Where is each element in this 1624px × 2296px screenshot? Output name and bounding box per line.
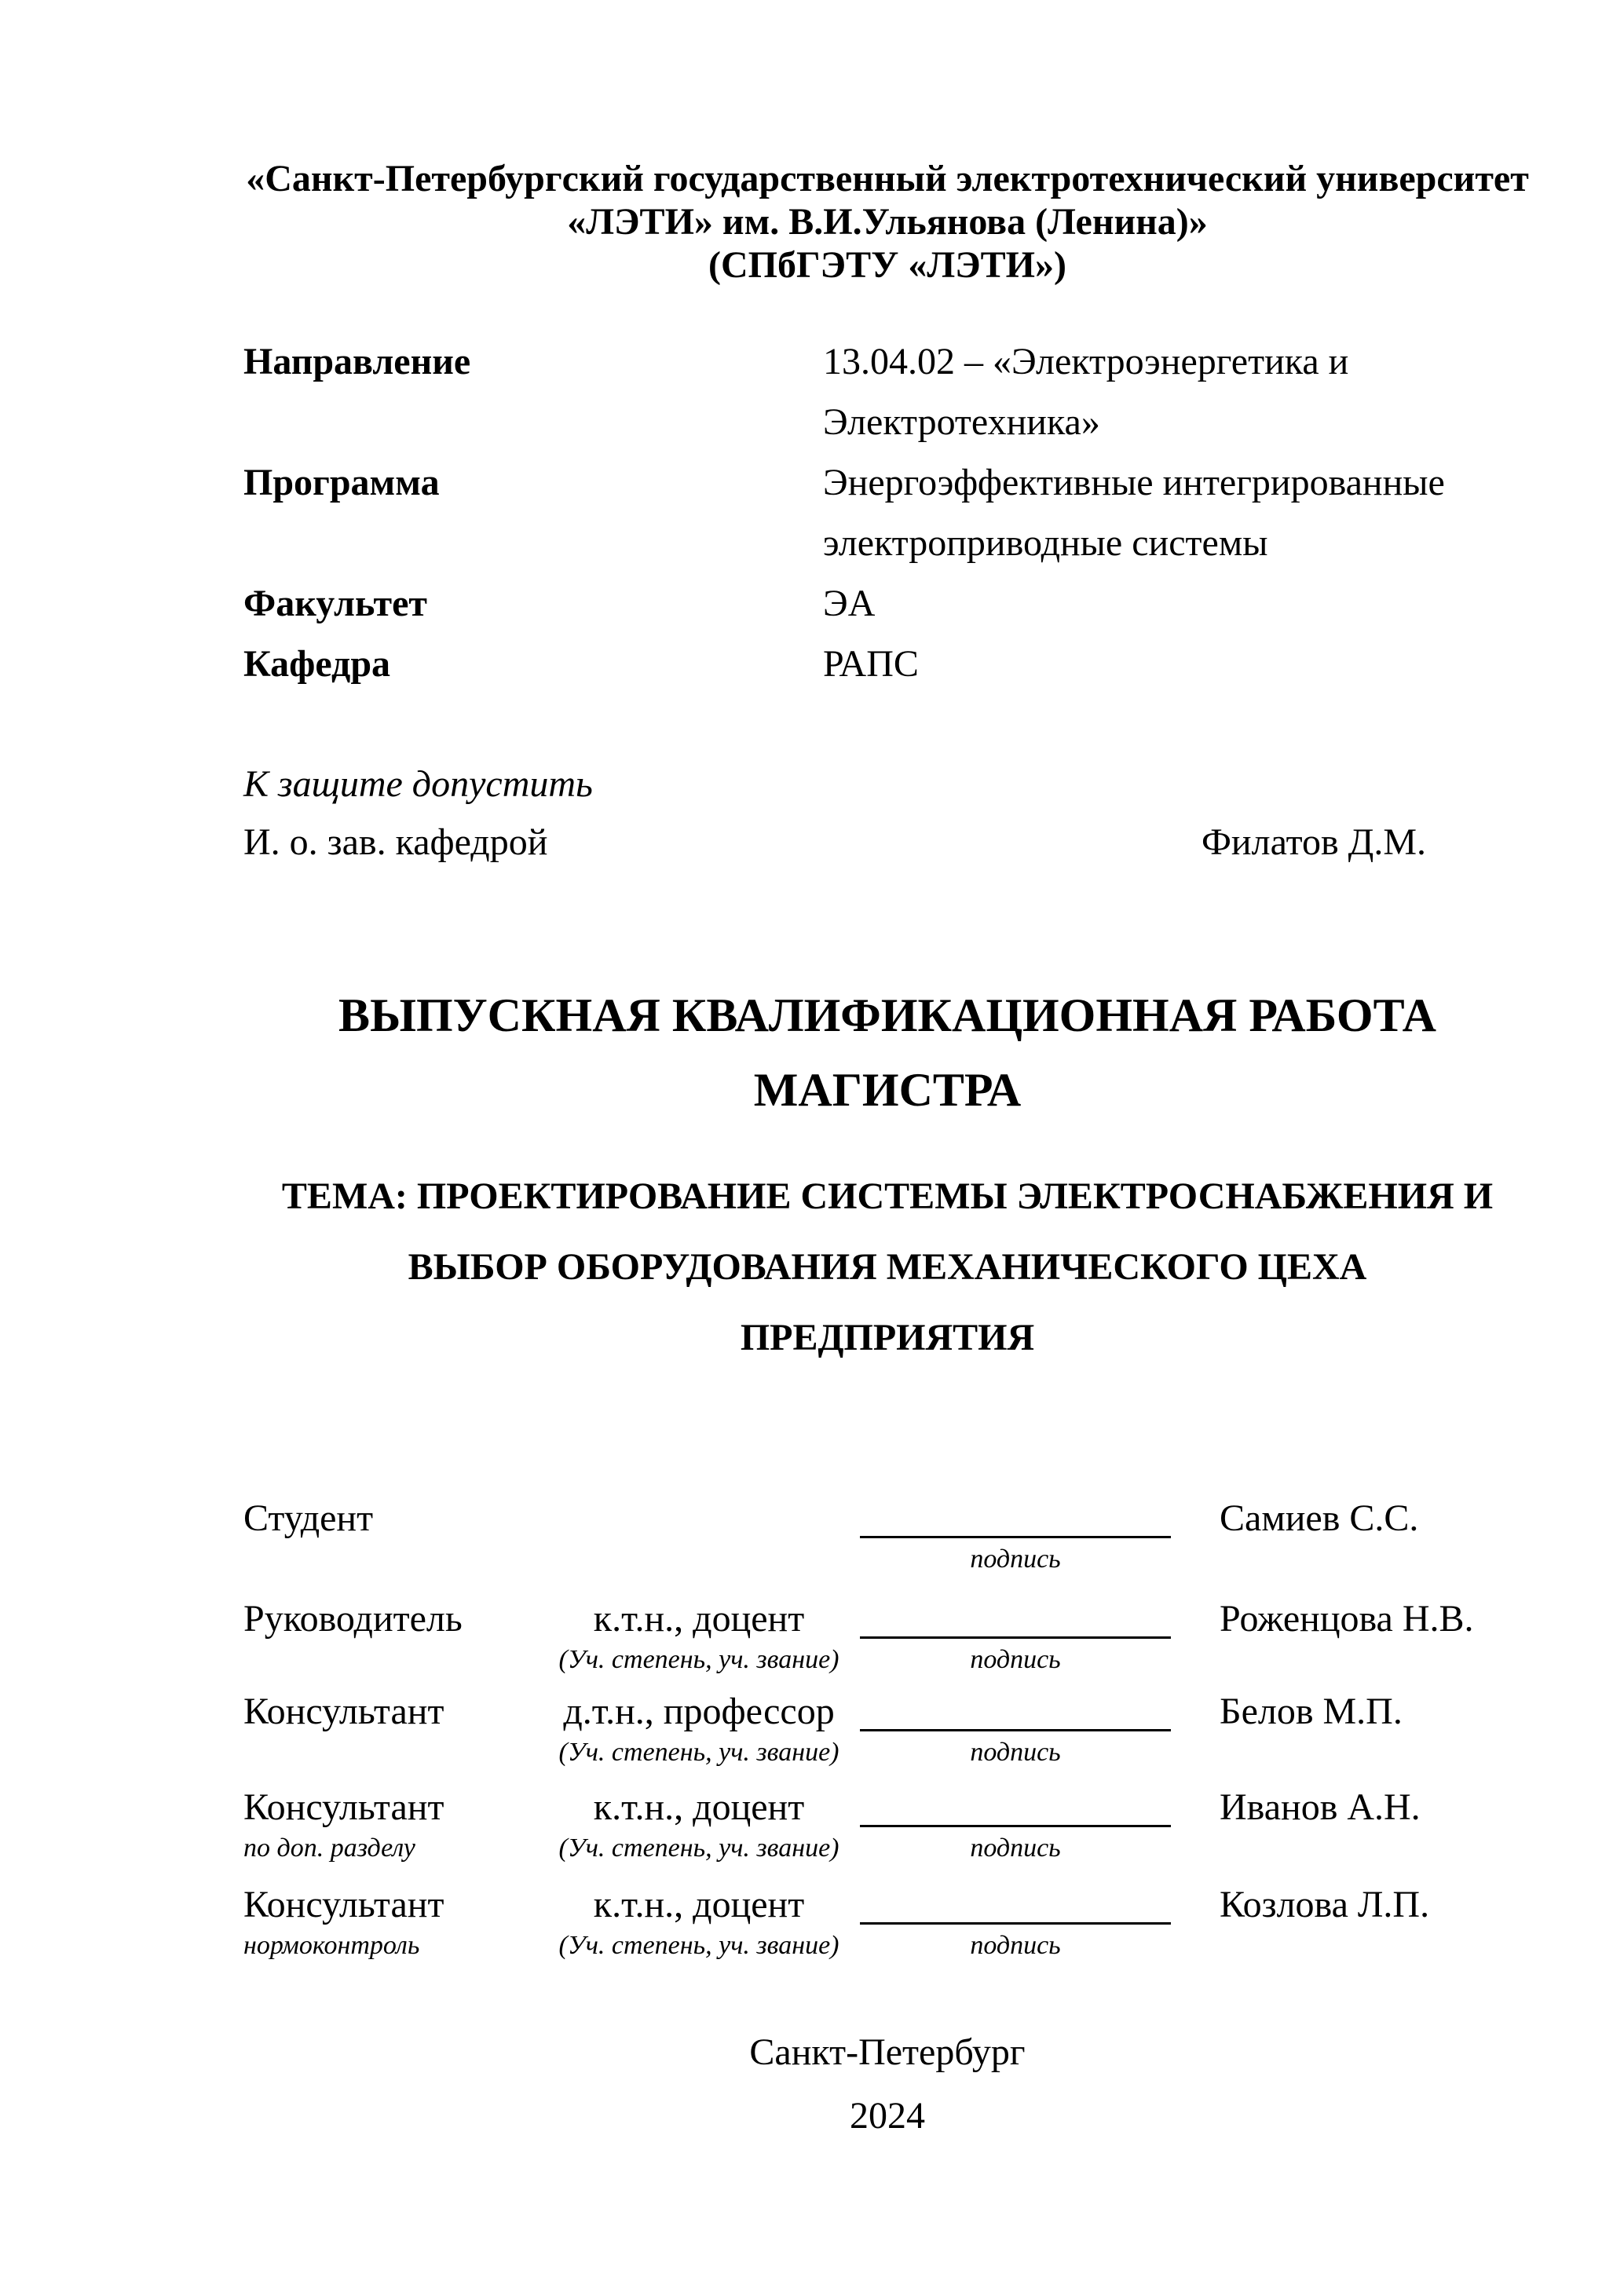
admission-line [243, 821, 1531, 864]
info-label-faculty: Факультет [243, 583, 427, 624]
signature-line [860, 1597, 1171, 1639]
info-value-direction-line1: 13.04.02 – «Электроэнергетика и [823, 341, 1349, 382]
footer-city: Санкт-Петербург [749, 2031, 1026, 2073]
info-value-direction-line2: Электротехника» [823, 401, 1100, 443]
thesis-theme-line2: ВЫБОР ОБОРУДОВАНИЯ МЕХАНИЧЕСКОГО ЦЕХА [408, 1246, 1367, 1288]
signature-degree: к.т.н., доцент [593, 1598, 805, 1640]
signature-role: Студент [243, 1497, 374, 1539]
signature-caption: подпись [970, 1645, 1061, 1674]
signature-degree-caption: (Уч. степень, уч. звание) [558, 1834, 839, 1863]
signature-name: Белов М.П. [1220, 1691, 1403, 1732]
university-name-line1: «Санкт-Петербургский государственный электротехнический университет [246, 158, 1529, 199]
signature-name: Роженцова Н.В. [1220, 1598, 1474, 1640]
thesis-theme [243, 1161, 1531, 1373]
signature-degree: к.т.н., доцент [593, 1884, 805, 1925]
university-name-line2: «ЛЭТИ» им. В.И.Ульянова (Ленина)» [567, 201, 1208, 243]
signature-role: Консультант [243, 1786, 444, 1828]
signature-degree: д.т.н., профессор [563, 1691, 835, 1732]
signature-role: Консультант [243, 1884, 444, 1925]
thesis-theme-line1: ТЕМА: ПРОЕКТИРОВАНИЕ СИСТЕМЫ ЭЛЕКТРОСНАБЖЕНИЯ И [281, 1175, 1494, 1217]
info-value-direction [823, 331, 1531, 452]
info-value-faculty: ЭА [823, 583, 876, 624]
signature-degree-caption: (Уч. степень, уч. звание) [558, 1738, 839, 1767]
signature-line [860, 1786, 1171, 1827]
university-header [243, 157, 1531, 287]
info-value-department: РАПС [823, 643, 919, 685]
admission-position: И. о. зав. кафедрой [243, 821, 548, 863]
signature-line [860, 1883, 1171, 1925]
info-label-direction: Направление [243, 341, 471, 382]
info-label-department: Кафедра [243, 643, 391, 685]
info-value-program-line1: Энергоэффективные интегрированные [823, 462, 1445, 503]
signature-row-consultant-3 [243, 1883, 1531, 1979]
signature-name: Самиев С.С. [1220, 1497, 1419, 1539]
signature-caption: подпись [970, 1834, 1061, 1863]
signature-row-supervisor [243, 1597, 1531, 1693]
signature-degree-caption: (Уч. степень, уч. звание) [558, 1931, 839, 1960]
signature-caption: подпись [970, 1545, 1061, 1574]
signature-line [860, 1690, 1171, 1731]
university-abbreviation: (СПбГЭТУ «ЛЭТИ») [708, 244, 1066, 286]
signature-line [860, 1497, 1171, 1538]
footer-year: 2024 [850, 2095, 925, 2137]
signature-row-consultant-2 [243, 1786, 1531, 1881]
signature-name: Иванов А.Н. [1220, 1786, 1421, 1828]
signature-role: Консультант [243, 1691, 444, 1732]
thesis-theme-line3: ПРЕДПРИЯТИЯ [740, 1317, 1035, 1358]
signature-row-student [243, 1497, 1531, 1592]
document-title-line2: МАГИСТРА [753, 1064, 1022, 1116]
signature-name: Козлова Л.П. [1220, 1884, 1430, 1925]
admission-head-name: Филатов Д.М. [1202, 821, 1427, 863]
document-title [243, 978, 1531, 1128]
signature-caption: подпись [970, 1738, 1061, 1767]
info-value-program [823, 452, 1531, 573]
signature-degree: к.т.н., доцент [593, 1786, 805, 1828]
signature-degree-caption: (Уч. степень, уч. звание) [558, 1645, 839, 1674]
signature-role-note: нормоконтроль [243, 1931, 420, 1960]
info-value-program-line2: электроприводные системы [823, 522, 1268, 564]
signature-role: Руководитель [243, 1598, 463, 1640]
signature-row-consultant-1 [243, 1690, 1531, 1786]
admission-notice: К защите допустить [243, 763, 593, 805]
program-info-table [243, 331, 1531, 694]
document-title-line1: ВЫПУСКНАЯ КВАЛИФИКАЦИОННАЯ РАБОТА [338, 989, 1436, 1041]
signature-caption: подпись [970, 1931, 1061, 1960]
signature-role-note: по доп. разделу [243, 1834, 415, 1863]
info-label-program: Программа [243, 462, 440, 503]
